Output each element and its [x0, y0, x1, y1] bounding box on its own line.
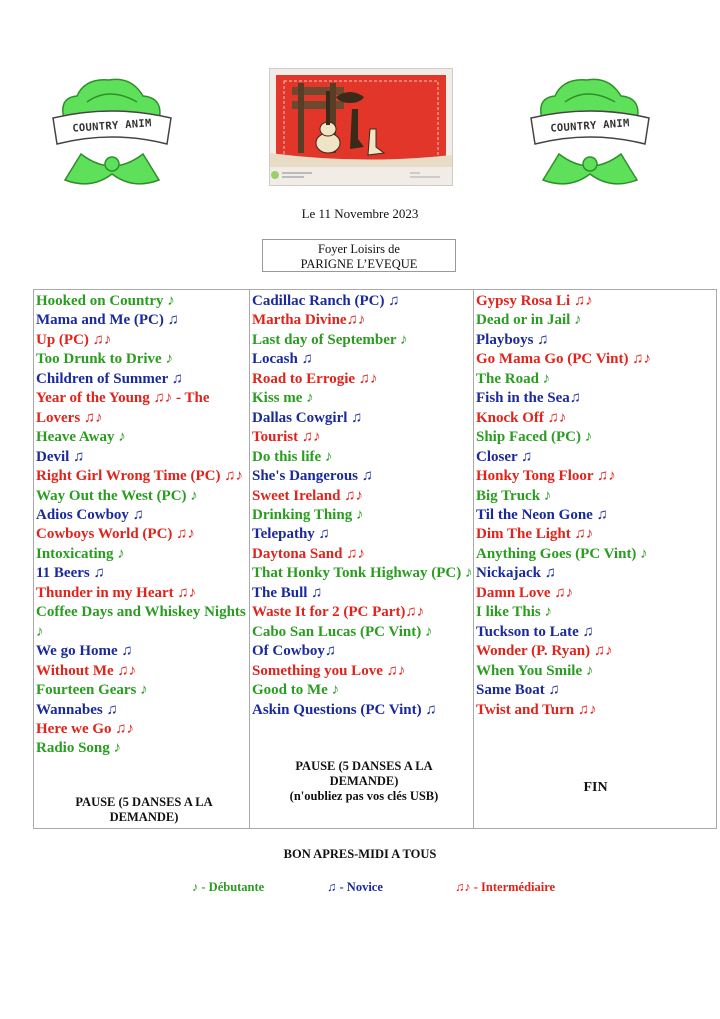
- pause-note-1: PAUSE (5 DANSES A LA DEMANDE): [75, 795, 213, 824]
- pause-note-2-line-2: (n'oubliez pas vos clés USB): [289, 789, 439, 803]
- country-anim-logo-left: [47, 68, 177, 196]
- song-item: Nickajack ♫: [476, 565, 556, 582]
- song-item: Too Drunk to Drive ♪: [36, 351, 173, 368]
- song-item: Radio Song ♪: [36, 740, 122, 757]
- song-item: Drinking Thing ♪: [252, 506, 364, 523]
- song-item: I like This ♪: [476, 604, 553, 621]
- song-item: Sweet Ireland ♫♪: [252, 487, 363, 504]
- song-item: Up (PC) ♫♪: [36, 331, 112, 348]
- song-item: Adios Cowboy ♫: [36, 506, 144, 523]
- song-item: Way Out the West (PC) ♪: [36, 487, 198, 504]
- song-item: Daytona Sand ♫♪: [252, 545, 365, 562]
- song-item: When You Smile ♪: [476, 662, 594, 679]
- playlist-table: [33, 289, 717, 829]
- song-item: Damn Love ♫♪: [476, 584, 574, 601]
- song-item: Cadillac Ranch (PC) ♫: [252, 293, 400, 309]
- song-item: Hooked on Country ♪: [36, 293, 175, 309]
- song-item: Same Boat ♫: [476, 682, 560, 699]
- song-item: Twist and Turn ♫♪: [476, 701, 597, 718]
- song-item: Knock Off ♫♪: [476, 409, 567, 426]
- song-item: Big Truck ♪: [476, 487, 552, 504]
- song-item: That Honky Tonk Highway (PC) ♪: [252, 565, 473, 582]
- song-item: Fourteen Gears ♪: [36, 682, 148, 699]
- song-list-1: [36, 292, 249, 759]
- song-item: Ship Faced (PC) ♪: [476, 429, 593, 446]
- song-item: Waste It for 2 (PC Part)♫♪: [252, 604, 425, 621]
- song-item: She's Dangerous ♫: [252, 468, 373, 485]
- song-item: Kiss me ♪: [252, 390, 314, 407]
- song-item: Good to Me ♪: [252, 682, 340, 699]
- venue-line-2: PARIGNE L’EVEQUE: [300, 257, 418, 271]
- song-item: Locash ♫: [252, 351, 313, 368]
- song-item: The Road ♪: [476, 370, 551, 387]
- photo-caption-marks: [270, 168, 450, 182]
- venue-line-1: Foyer Loisirs de: [318, 242, 400, 256]
- song-item: 11 Beers ♫: [36, 565, 105, 582]
- song-list-3: [476, 292, 717, 720]
- song-item: Gypsy Rosa Li ♫♪: [476, 293, 593, 309]
- playlist-column-2: [250, 290, 474, 828]
- song-item: Mama and Me (PC) ♫: [36, 312, 179, 329]
- song-item: Closer ♫: [476, 448, 533, 465]
- legend-intermediaire: ♫♪ - Intermédiaire: [455, 880, 556, 894]
- song-item: Without Me ♫♪: [36, 662, 137, 679]
- legend-debutante: ♪ - Débutante: [192, 880, 265, 894]
- playlist-column-1: [34, 290, 250, 828]
- logo-brand-text: COUNTRY ANIM: [71, 117, 153, 135]
- song-item: Til the Neon Gone ♫: [476, 506, 608, 523]
- playlist-column-3: [474, 290, 717, 828]
- song-item: Go Mama Go (PC Vint) ♫♪: [476, 351, 651, 368]
- song-item: Heave Away ♪: [36, 429, 126, 446]
- song-item: Something you Love ♫♪: [252, 662, 406, 679]
- country-anim-logo-right: [525, 68, 655, 196]
- song-item: Askin Questions (PC Vint) ♫: [252, 701, 437, 718]
- song-item: Cowboys World (PC) ♫♪: [36, 526, 195, 543]
- song-item: Of Cowboy♫: [252, 643, 337, 660]
- song-item: Dim The Light ♫♪: [476, 526, 594, 543]
- song-item: Dead or in Jail ♪: [476, 312, 582, 329]
- pause-note-2: [264, 759, 464, 804]
- song-item: Wannabes ♫: [36, 701, 118, 718]
- closing-message: BON APRES-MIDI A TOUS: [283, 847, 437, 861]
- song-list-2: [252, 292, 473, 720]
- song-item: Wonder (P. Ryan) ♫♪: [476, 643, 613, 660]
- photo-caption-strip: [270, 168, 450, 182]
- song-item: Coffee Days and Whiskey Nights ♪: [36, 604, 246, 640]
- song-item: Here we Go ♫♪: [36, 720, 135, 737]
- song-item: Intoxicating ♪: [36, 545, 125, 562]
- song-item: Tuckson to Late ♫: [476, 623, 594, 640]
- song-item: Telepathy ♫: [252, 526, 330, 543]
- song-item: Right Girl Wrong Time (PC) ♫♪: [36, 468, 243, 485]
- venue-box: [262, 239, 456, 272]
- song-item: Devil ♫: [36, 448, 85, 465]
- song-item: Children of Summer ♫: [36, 370, 183, 387]
- logo-brand-text: COUNTRY ANIM: [549, 117, 631, 135]
- event-date: Le 11 Novembre 2023: [301, 206, 419, 221]
- fin-label: FIN: [583, 780, 608, 795]
- song-item: We go Home ♫: [36, 643, 133, 660]
- song-item: Fish in the Sea♫: [476, 390, 582, 407]
- song-item: Road to Errogie ♫♪: [252, 370, 378, 387]
- song-item: Honky Tong Floor ♫♪: [476, 468, 616, 485]
- pause-note-2-line-1: PAUSE (5 DANSES A LA DEMANDE): [295, 759, 433, 788]
- legend-novice: ♫ - Novice: [327, 880, 383, 894]
- song-item: Last day of September ♪: [252, 331, 408, 348]
- song-item: The Bull ♫: [252, 584, 323, 601]
- song-item: Martha Divine♫♪: [252, 312, 366, 329]
- song-item: Dallas Cowgirl ♫: [252, 409, 363, 426]
- song-item: Playboys ♫: [476, 331, 549, 348]
- song-item: Year of the Young ♫♪ - The Lovers ♫♪: [36, 390, 210, 426]
- song-item: Do this life ♪: [252, 448, 333, 465]
- song-item: Anything Goes (PC Vint) ♪: [476, 545, 648, 562]
- song-item: Tourist ♫♪: [252, 429, 321, 446]
- song-item: Cabo San Lucas (PC Vint) ♪: [252, 623, 433, 640]
- song-item: Thunder in my Heart ♫♪: [36, 584, 197, 601]
